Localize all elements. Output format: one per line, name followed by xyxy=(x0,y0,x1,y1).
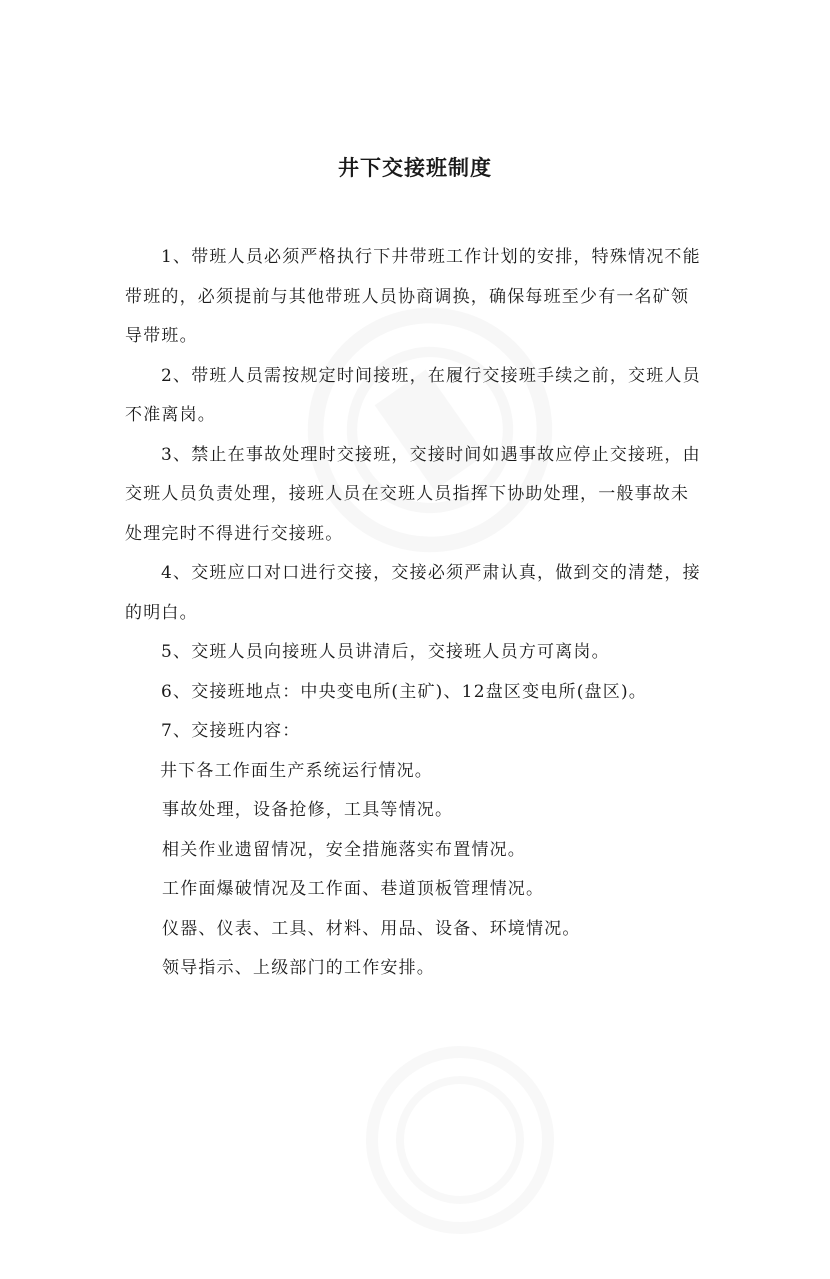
paragraph-6: 6、交接班地点：中央变电所(主矿)、12盘区变电所(盘区)。 xyxy=(161,681,647,702)
list-item: 事故处理，设备抢修，工具等情况。 xyxy=(162,800,454,820)
paragraph-5: 5、交班人员向接班人员讲清后，交接班人员方可离岗。 xyxy=(161,642,610,662)
paragraph-2: 2、带班人员需按规定时间接班，在履行交接班手续之前，交班人员不准离岗。 xyxy=(125,365,701,425)
paragraph-7: 7、交接班内容： xyxy=(161,721,301,741)
list-item: 工作面爆破情况及工作面、巷道顶板管理情况。 xyxy=(162,879,545,899)
watermark-icon xyxy=(321,1001,600,1279)
paragraph-1: 1、带班人员必须严格执行下井带班工作计划的安排，特殊情况不能带班的，必须提前与其他带班人员协商调换，确保每班至少有一名矿领导带班。 xyxy=(125,247,701,346)
paragraph-3: 3、禁止在事故处理时交接班，交接时间如遇事故应停止交接班，由交班人员负责处理，接班人员在交班人员指挥下协助处理，一般事故未处理完时不得进行交接班。 xyxy=(125,444,701,544)
list-item: 井下各工作面生产系统运行情况。 xyxy=(160,760,433,781)
paragraph-4: 4、交班应口对口进行交接，交接必须严肃认真，做到交的清楚，接的明白。 xyxy=(125,563,701,623)
document-body xyxy=(125,238,705,989)
list-item: 领导指示、上级部门的工作安排。 xyxy=(162,958,435,978)
page-title: 井下交接班制度 xyxy=(338,156,492,180)
list-item: 相关作业遗留情况，安全措施落实布置情况。 xyxy=(162,839,526,860)
list-item: 仪器、仪表、工具、材料、用品、设备、环境情况。 xyxy=(162,918,581,939)
